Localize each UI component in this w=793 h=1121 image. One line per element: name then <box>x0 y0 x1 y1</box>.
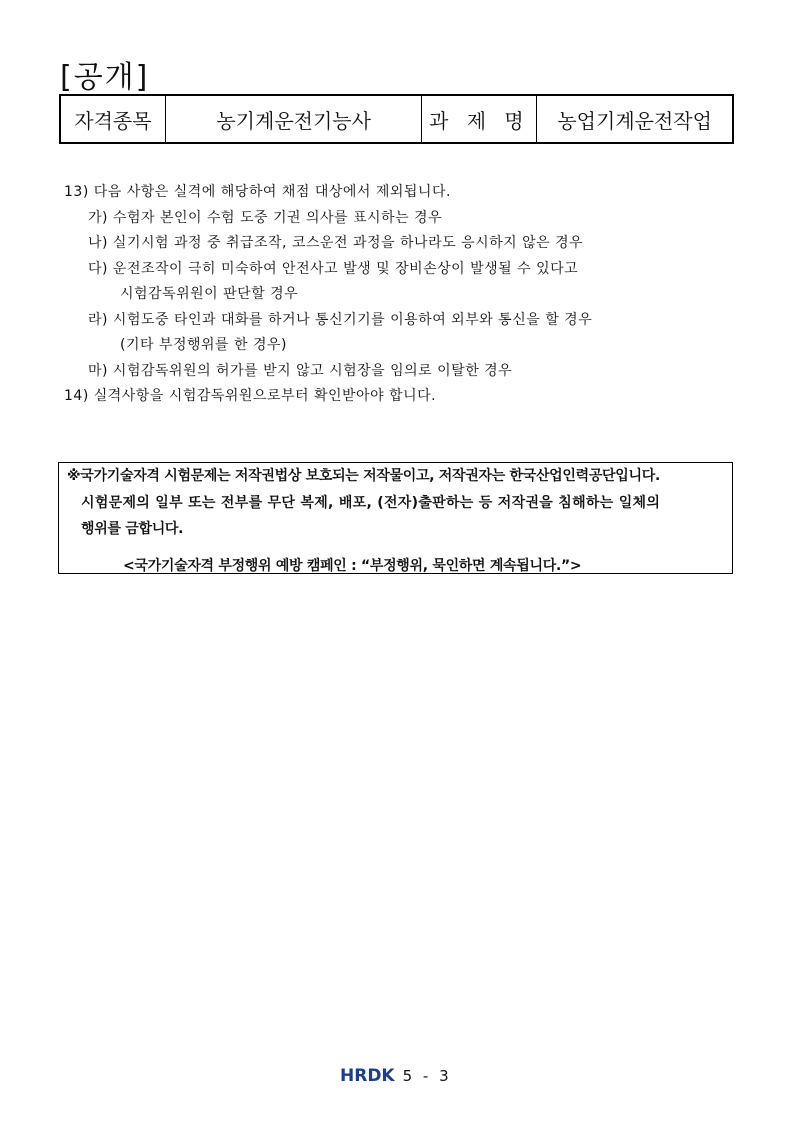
disclosure-tag: [공개] <box>60 60 150 95</box>
rule-13-e: 마) 시험감독위원의 허가를 받지 않고 시험장을 임의로 이탈한 경우 <box>88 362 513 379</box>
task-label-text: 과 제 명 <box>429 108 530 133</box>
notice-line-1: ※국가기술자격 시험문제는 저작권법상 보호되는 저작물이고, 저작권자는 한국산업인력공단입니다. <box>67 468 660 484</box>
task-value: 농업기계운전작업 <box>537 95 733 143</box>
hrdk-logo: HRDK <box>340 1066 395 1086</box>
rule-13-d-cont: (기타 부정행위를 한 경우) <box>120 337 288 353</box>
page-footer <box>340 1066 452 1086</box>
rule-13-c: 다) 운전조작이 극히 미숙하여 안전사고 발생 및 장비손상이 발생될 수 있다고 <box>88 260 579 277</box>
exam-header-table <box>59 94 734 144</box>
qualification-value: 농기계운전기능사 <box>165 95 422 143</box>
rule-13-d: 라) 시험도중 타인과 대화를 하거나 통신기기를 이용하여 외부와 통신을 할 경우 <box>88 311 593 328</box>
rule-13: 13) 다음 사항은 실격에 해당하여 채점 대상에서 제외됩니다. <box>64 184 451 200</box>
disqualification-rules <box>64 180 744 410</box>
rule-13-b: 나) 실기시험 과정 중 취급조작, 코스운전 과정을 하나라도 응시하지 않은 경우 <box>88 235 584 251</box>
rule-14: 14) 실격사항을 시험감독위원으로부터 확인받아야 합니다. <box>64 388 437 404</box>
page-number: 5 - 3 <box>402 1067 452 1085</box>
copyright-notice-box <box>58 462 733 574</box>
rule-13-c-cont: 시험감독위원이 판단할 경우 <box>120 286 299 302</box>
task-label <box>422 95 537 143</box>
rule-13-a: 가) 수험자 본인이 수험 도중 기권 의사를 표시하는 경우 <box>88 209 443 226</box>
qualification-label: 자격종목 <box>60 95 165 143</box>
notice-line-3: 행위를 금합니다. <box>81 521 184 537</box>
campaign-slogan: <국가기술자격 부정행위 예방 캠페인 : “부정행위, 묵인하면 계속됩니다.”> <box>123 558 582 574</box>
notice-line-2: 시험문제의 일부 또는 전부를 무단 복제, 배포, (전자)출판하는 등 저작권을 침해하는 일체의 <box>81 495 661 511</box>
